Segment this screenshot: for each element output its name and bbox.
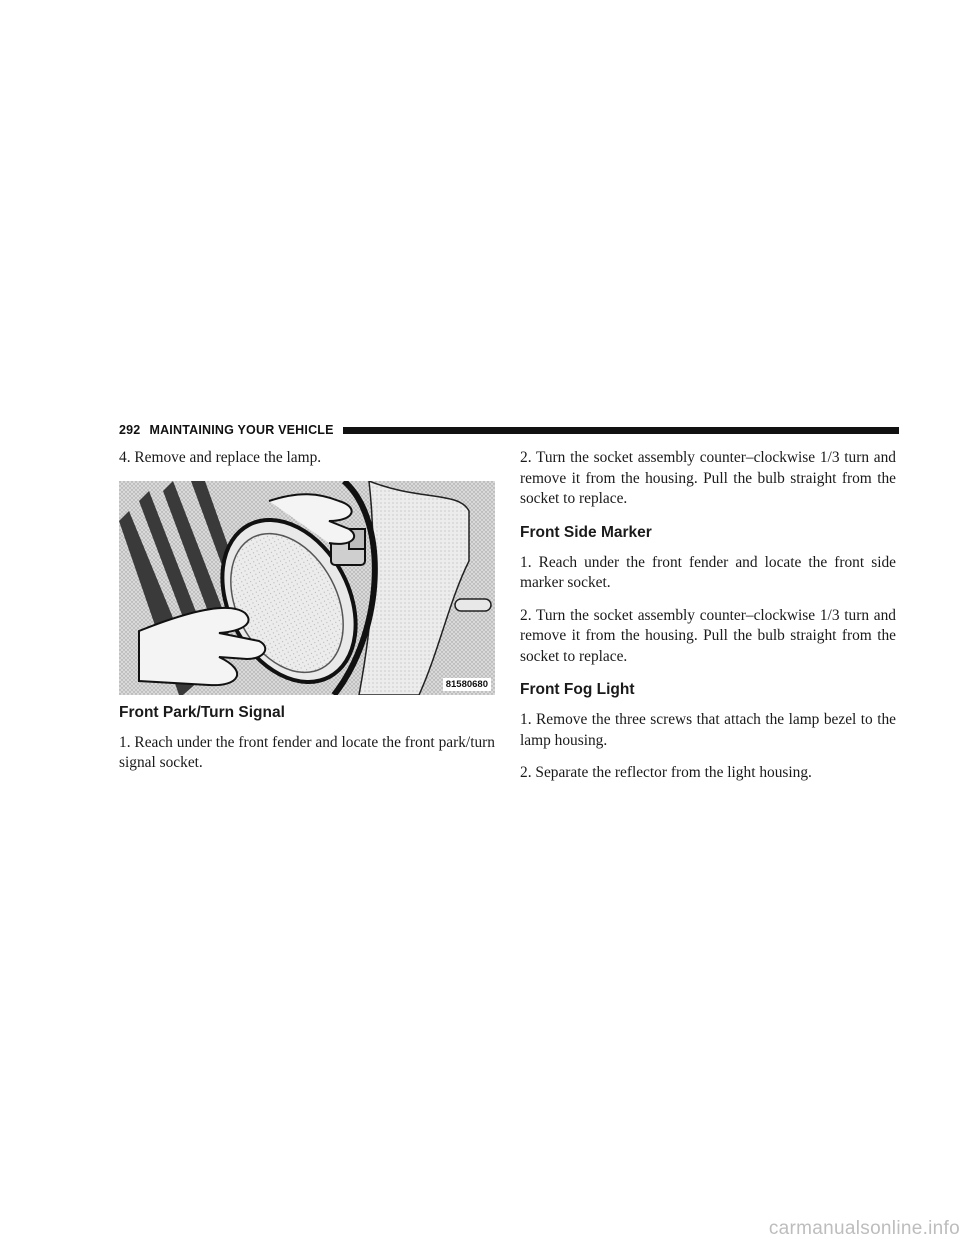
lamp-replacement-illustration — [119, 481, 495, 695]
heading-front-side-marker: Front Side Marker — [520, 523, 652, 541]
section-title: MAINTAINING YOUR VEHICLE — [149, 423, 334, 437]
park-turn-step-1: 1. Reach under the front fender and locate the front park/turn signal socket. — [119, 733, 495, 771]
watermark: carmanualsonline.info — [768, 1218, 960, 1239]
header-rule — [343, 427, 899, 434]
fog-step-2: 2. Separate the reflector from the light housing. — [520, 764, 812, 781]
fog-step-1: 1. Remove the three screws that attach the lamp bezel to the lamp housing. — [520, 711, 896, 749]
figure-code: 81580680 — [443, 678, 491, 691]
left-column — [119, 448, 495, 786]
page-number: 292 — [119, 423, 141, 437]
heading-front-park-turn-signal: Front Park/Turn Signal — [119, 703, 285, 721]
right-column — [520, 448, 896, 796]
park-turn-step-2: 2. Turn the socket assembly counter–clockwise 1/3 turn and remove it from the housing. Pull the bulb straight from the socket to replace. — [520, 449, 896, 507]
side-marker-step-1: 1. Reach under the front fender and locate the front side marker socket. — [520, 553, 896, 591]
side-marker-step-2: 2. Turn the socket assembly counter–clockwise 1/3 turn and remove it from the housing. Pull the bulb straight from the socket to replace. — [520, 606, 896, 665]
page-header — [119, 420, 899, 440]
heading-front-fog-light: Front Fog Light — [520, 681, 635, 698]
step-4-text: 4. Remove and replace the lamp. — [119, 449, 322, 466]
illustration-drawing — [119, 481, 495, 695]
